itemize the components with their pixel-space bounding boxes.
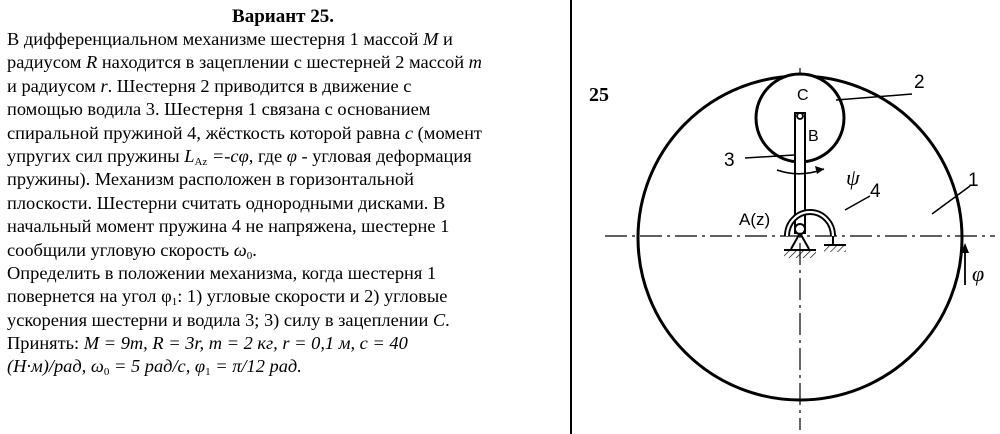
text-fragment: и радиусом [7, 75, 101, 96]
text-fragment: спиральной пружиной 4, жёсткость которой равна [7, 122, 405, 143]
text-fragment: . Шестерня 2 приводится в движение с [107, 75, 412, 96]
text-line [7, 145, 563, 168]
problem-statement [7, 28, 563, 379]
text-line [7, 285, 563, 308]
label-C: C [797, 87, 809, 104]
variant-number: 25 [589, 84, 609, 106]
column-divider [570, 0, 572, 434]
math-expression: M = 9m, R = 3r, m = 2 кг, r = 0,1 м, c = 40 [83, 333, 408, 354]
text-fragment: ускорения шестерни и водила 3; 3) силу в зацеплении [7, 309, 433, 330]
text-line [7, 122, 563, 145]
subscript: 0 [103, 366, 110, 379]
text-line: Определить в положении механизма, когда шестерня 1 [7, 262, 437, 283]
subscript: Az [194, 155, 208, 168]
label-gear-2: 2 [914, 72, 925, 93]
text-line [7, 309, 563, 332]
text-line: плоскости. Шестерни считать однородными дисками. В [7, 192, 446, 213]
math-symbol: m [468, 52, 482, 73]
math-symbol: L [184, 145, 195, 166]
text-fragment: В дифференциальном механизме шестерня 1 массой [7, 29, 424, 49]
math-symbol: R [86, 52, 98, 73]
math-symbol: φ [286, 145, 297, 166]
subscript: 1 [171, 296, 178, 309]
label-carrier-3: 3 [724, 150, 735, 171]
label-phi: φ [972, 261, 985, 286]
text-fragment: и [438, 29, 453, 49]
leader-gear-1 [932, 186, 970, 214]
math-expression: = π/12 рад. [210, 356, 302, 377]
label-gear-1: 1 [968, 170, 979, 191]
spiral-spring [787, 212, 833, 236]
math-symbol: C [432, 309, 446, 330]
variant-title: Вариант 25. [232, 6, 334, 27]
text-line [7, 332, 563, 355]
text-fragment: . [252, 239, 257, 260]
label-B: B [808, 128, 819, 145]
text-fragment: радиусом [7, 52, 86, 73]
math-expression: = 5 рад/с, φ [109, 356, 206, 377]
text-line: начальный момент пружина 4 не напряжена, шестерне 1 [7, 216, 450, 237]
text-line: помощью водила 3. Шестерня 1 связана с основанием [7, 99, 431, 120]
math-symbol: c [404, 122, 414, 143]
math-expression: (Н·м)/рад, ω [7, 356, 104, 377]
subscript: 1 [205, 366, 211, 379]
label-A: A(z) [739, 210, 771, 229]
label-psi: ψ [846, 165, 860, 190]
spring-ground-hatch [824, 246, 846, 252]
pivot-A [795, 224, 805, 234]
text-fragment: , где [248, 145, 287, 166]
text-line [7, 239, 563, 262]
text-fragment: Принять: [7, 333, 84, 354]
text-line [7, 51, 563, 74]
subscript: 0 [246, 249, 253, 262]
text-fragment: : 1) угловые скорости и 2) угловые [177, 286, 448, 307]
text-line [7, 355, 563, 378]
math-symbol: r [100, 75, 108, 96]
joint-B [797, 113, 803, 119]
text-fragment: . [445, 309, 450, 330]
ground-hatch [784, 251, 816, 258]
text-fragment: сообщили угловую скорость [7, 239, 234, 260]
leader-spring [845, 196, 870, 210]
math-expression: =-cφ [207, 145, 249, 166]
mechanism-diagram [573, 0, 1000, 434]
text-fragment: - угловая деформация [296, 145, 472, 166]
text-fragment: упругих сил пружины [7, 145, 185, 166]
math-symbol: ω [233, 239, 247, 260]
text-fragment: (момент [413, 122, 482, 143]
label-spring-4: 4 [870, 181, 881, 202]
text-line: пружины). Механизм расположен в горизонтальной [7, 169, 414, 190]
text-line [7, 28, 563, 51]
text-fragment: повернется на угол φ [7, 286, 172, 307]
text-line [7, 75, 563, 98]
math-symbol: M [423, 29, 439, 49]
text-fragment: находится в зацеплении с шестерней 2 массой [97, 52, 469, 73]
